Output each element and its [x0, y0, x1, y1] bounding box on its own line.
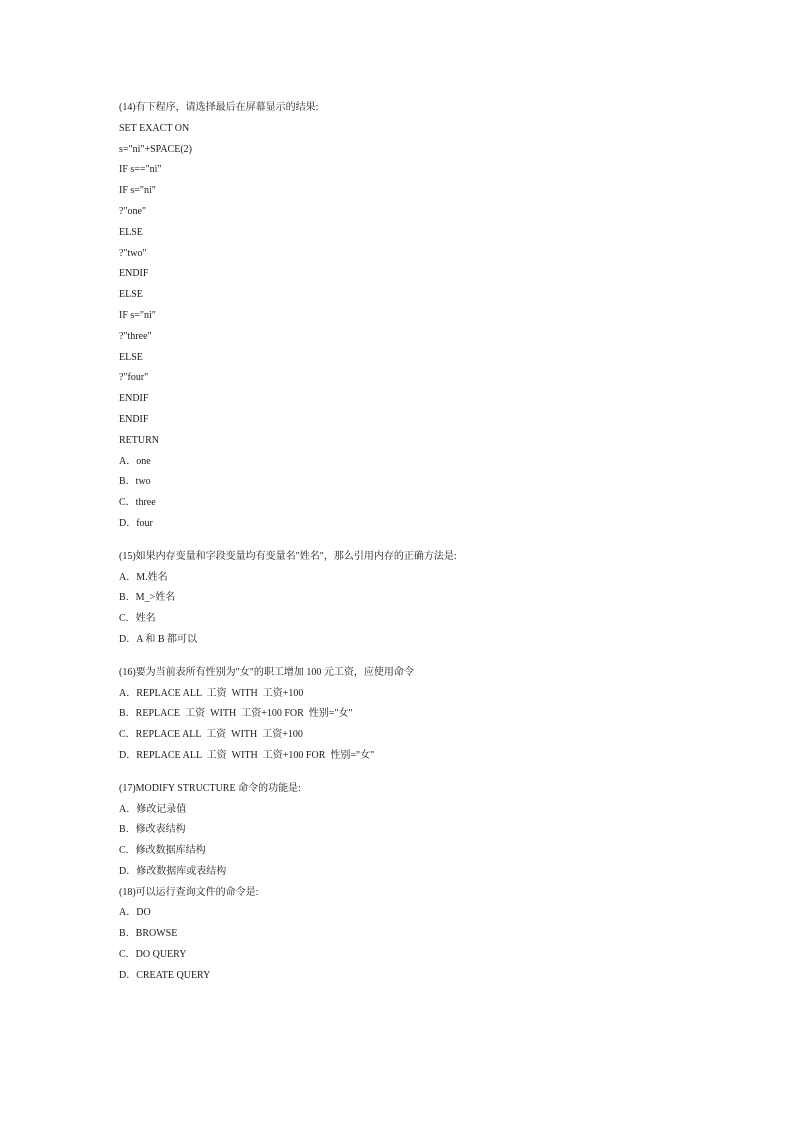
document-page [119, 98, 719, 987]
option-c: C．修改数据库结构 [119, 845, 206, 857]
spacer [119, 767, 719, 779]
option-a: A．REPLACE ALL 工资 WITH 工资+100 [119, 687, 304, 699]
question-17-title: (17)MODIFY STRUCTURE 命令的功能是: [119, 782, 301, 794]
option-d: D．CREATE QUERY [119, 969, 211, 981]
code-line: ?"one" [119, 205, 147, 217]
code-line: ELSE [119, 351, 143, 363]
question-15 [119, 547, 719, 651]
option-b: B．REPLACE 工资 WITH 工资+100 FOR 性别="女" [119, 708, 353, 720]
question-14 [119, 98, 719, 535]
code-line: ENDIF [119, 268, 149, 280]
question-17 [119, 779, 719, 883]
code-line: s="ni"+SPACE(2) [119, 143, 192, 155]
code-line: ELSE [119, 289, 143, 301]
code-line: ELSE [119, 226, 143, 238]
code-line: ENDIF [119, 393, 149, 405]
option-b: B．M_>姓名 [119, 592, 176, 604]
code-line: ?"two" [119, 247, 147, 259]
question-16 [119, 663, 719, 767]
option-c: C．姓名 [119, 613, 156, 625]
code-line: IF s="ni" [119, 185, 156, 197]
question-18-title: (18)可以运行查询文件的命令是: [119, 886, 259, 898]
option-c: C．REPLACE ALL 工资 WITH 工资+100 [119, 729, 303, 741]
spacer [119, 651, 719, 663]
code-line: IF s=="ni" [119, 164, 162, 176]
option-b: B．修改表结构 [119, 824, 186, 836]
option-d: D．A 和 B 都可以 [119, 633, 198, 645]
option-a: A．DO [119, 907, 151, 919]
option-a: A．one [119, 455, 151, 467]
code-line: ENDIF [119, 413, 149, 425]
option-a: A．修改记录值 [119, 803, 187, 815]
code-line: IF s="ni" [119, 309, 156, 321]
code-line: RETURN [119, 434, 159, 446]
option-d: D．REPLACE ALL 工资 WITH 工资+100 FOR 性别="女" [119, 749, 375, 761]
option-c: C．DO QUERY [119, 949, 187, 961]
option-b: B．BROWSE [119, 928, 178, 940]
question-18 [119, 883, 719, 987]
code-line: SET EXACT ON [119, 122, 190, 134]
code-line: ?"four" [119, 372, 149, 384]
spacer [119, 535, 719, 547]
code-line: ?"three" [119, 330, 152, 342]
option-c: C．three [119, 497, 156, 509]
option-a: A．M.姓名 [119, 571, 168, 583]
option-d: D．修改数据库或表结构 [119, 865, 227, 877]
option-b: B．two [119, 476, 151, 488]
question-14-title: (14)有下程序，请选择最后在屏幕显示的结果: [119, 102, 319, 113]
option-d: D．four [119, 517, 153, 529]
question-16-title: (16)要为当前表所有性别为"女"的职工增加 100 元工资，应使用命令 [119, 666, 414, 678]
question-15-title: (15)如果内存变量和字段变量均有变量名"姓名"，那么引用内存的正确方法是: [119, 550, 457, 562]
